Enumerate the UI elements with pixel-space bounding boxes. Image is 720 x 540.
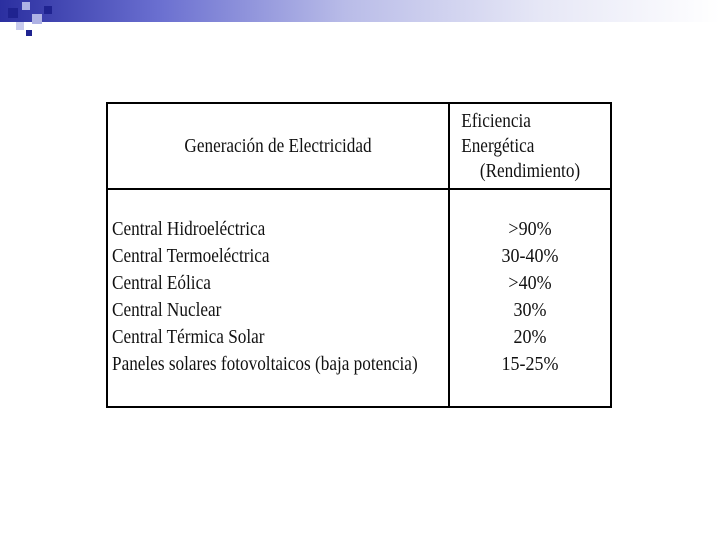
- decor-square-light: [32, 14, 42, 24]
- row-efficiency: >90%: [508, 218, 552, 240]
- row-efficiency: 30-40%: [501, 245, 559, 267]
- generation-types-column: [112, 216, 418, 378]
- header-generation: Generación de Electricidad: [184, 134, 372, 157]
- slide-header-bar: [0, 0, 720, 22]
- table-column-divider: [448, 104, 450, 406]
- header-efficiency-line2: (Rendimiento): [479, 159, 581, 182]
- decor-square-navy: [26, 30, 32, 36]
- row-type: Central Hidroeléctrica: [112, 218, 266, 240]
- row-type: Paneles solares fotovoltaicos (baja potencia): [112, 353, 418, 375]
- efficiency-values-column: [458, 216, 602, 378]
- header-efficiency: [461, 104, 599, 188]
- row-type: Central Termoeléctrica: [112, 245, 270, 267]
- row-efficiency: >40%: [508, 272, 552, 294]
- decor-square-light: [22, 2, 30, 10]
- row-type: Central Térmica Solar: [112, 326, 265, 348]
- row-type: Central Eólica: [112, 272, 211, 294]
- decor-square-navy: [44, 6, 52, 14]
- decor-square-light: [16, 22, 24, 30]
- row-efficiency: 20%: [513, 326, 547, 348]
- row-efficiency: 15-25%: [501, 353, 559, 375]
- row-type: Central Nuclear: [112, 299, 222, 321]
- decor-square-navy: [8, 8, 18, 18]
- table-header-divider: [108, 188, 610, 190]
- efficiency-table: [106, 102, 612, 408]
- row-efficiency: 30%: [513, 299, 547, 321]
- header-efficiency-line1: Eficiencia Energética: [461, 109, 535, 157]
